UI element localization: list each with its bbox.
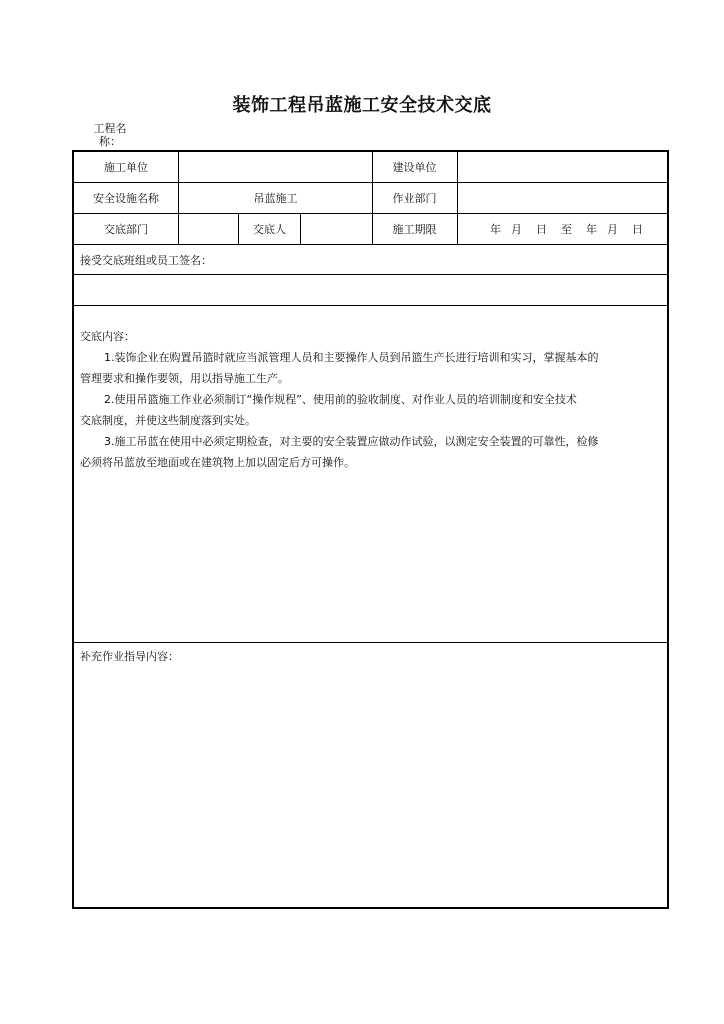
briefer-field[interactable] <box>301 214 372 244</box>
work-dept-field[interactable] <box>458 183 667 213</box>
period-to: 至 <box>561 223 572 236</box>
facility-name-label: 安全设施名称 <box>93 192 159 205</box>
content-paragraph-3-line-1: 3.施工吊蓝在使用中必须定期检查，对主要的安全装置应做动作试验，以测定安全装置的可靠性，检修 <box>104 435 599 448</box>
briefing-dept-label: 交底部门 <box>104 223 148 236</box>
content-paragraph-2-line-1: 2.使用吊篮施工作业必须制订“操作规程”、使用前的验收制度、对作业人员的培训制度和安全技术 <box>104 393 577 406</box>
row-divider <box>74 642 667 643</box>
briefer-label: 交底人 <box>253 223 286 236</box>
supplement-label: 补充作业指导内容： <box>80 650 179 663</box>
period-day-end: 日 <box>632 223 643 236</box>
facility-name-field[interactable]: 吊蓝施工 <box>253 192 298 205</box>
period-year-end: 年 <box>586 223 597 236</box>
content-label: 交底内容： <box>80 330 135 343</box>
construction-unit-label: 施工单位 <box>104 161 148 174</box>
period-month-start: 月 <box>511 223 522 236</box>
content-paragraph-1-line-1: 1.装饰企业在购置吊篮时就应当派管理人员和主要操作人员到吊篮生产长进行培训和实习，掌握基本的 <box>104 351 599 364</box>
period-field[interactable] <box>458 214 667 244</box>
content-paragraph-2-line-2: 交底制度，并使这些制度落到实处。 <box>80 414 256 427</box>
briefing-form-table <box>72 150 669 909</box>
content-paragraph-1-line-2: 管理要求和操作要领，用以指导施工生产。 <box>80 372 289 385</box>
work-dept-label: 作业部门 <box>392 192 437 205</box>
period-day-start: 日 <box>536 223 547 236</box>
signature-field[interactable] <box>74 275 667 305</box>
row-divider <box>74 305 667 306</box>
project-name-label: 工程名称： <box>93 122 127 148</box>
construction-unit-field[interactable] <box>179 152 372 182</box>
owner-unit-field[interactable] <box>458 152 667 182</box>
signature-label: 接受交底班组或员工签名： <box>80 253 212 267</box>
period-label: 施工期限 <box>392 223 437 236</box>
period-year-start: 年 <box>490 223 501 236</box>
document-title: 装饰工程吊蓝施工安全技术交底 <box>232 95 492 116</box>
period-month-end: 月 <box>607 223 618 236</box>
content-paragraph-3-line-2: 必须将吊蓝放至地面或在建筑物上加以固定后方可操作。 <box>80 456 355 469</box>
owner-unit-label: 建设单位 <box>392 161 437 174</box>
briefing-dept-field[interactable] <box>179 214 238 244</box>
